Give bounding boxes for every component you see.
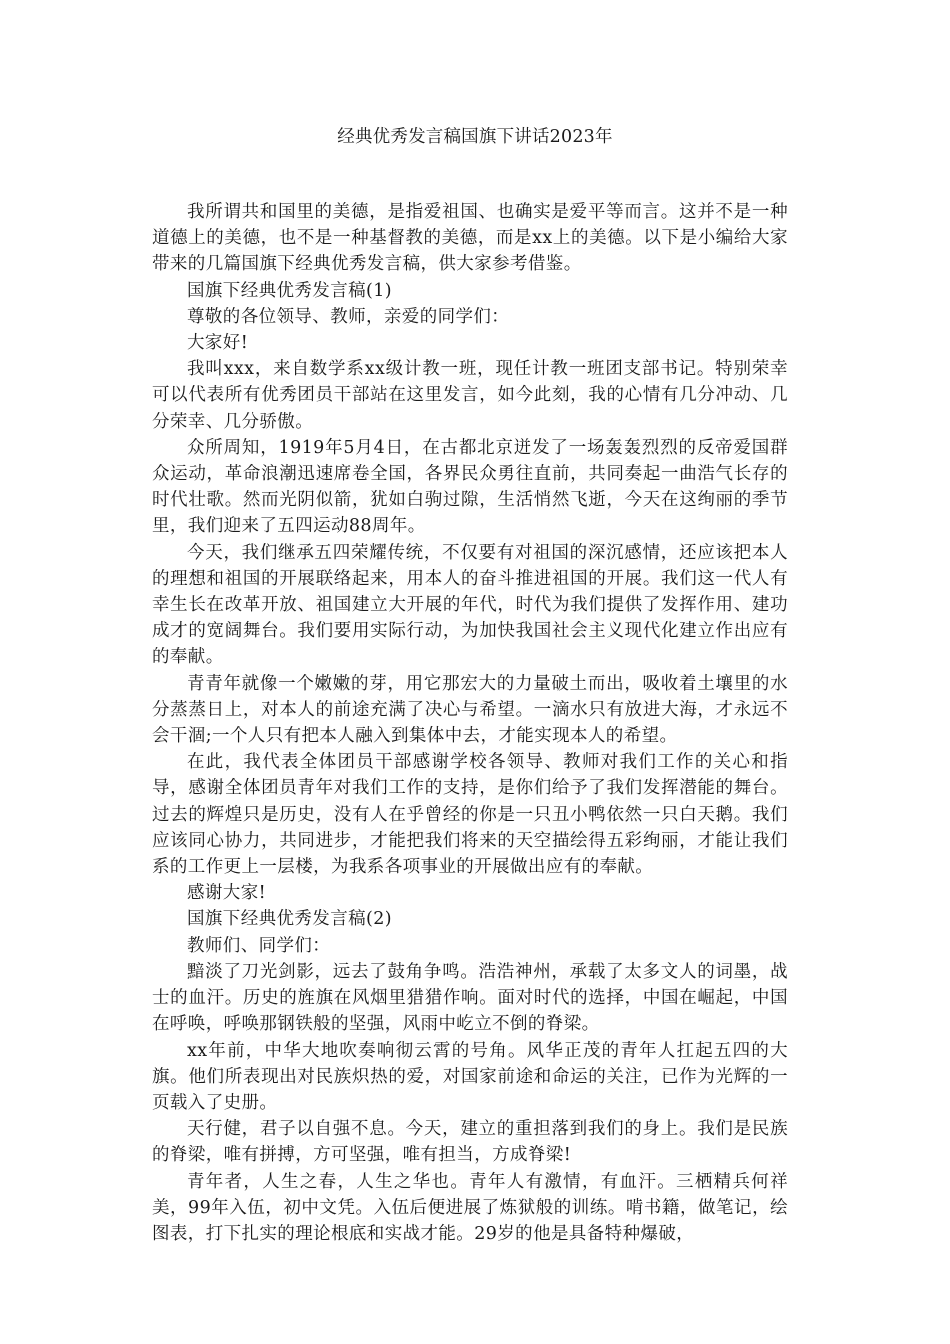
document-title: 经典优秀发言稿国旗下讲话2023年 xyxy=(337,127,613,147)
paragraph: xx年前，中华大地吹奏响彻云霄的号角。风华正茂的青年人扛起五四的大旗。他们所表现出对民族炽热的爱，对国家前途和命运的关注，已作为光辉的一页载入了史册。 xyxy=(152,1040,788,1113)
salutation: 教师们、同学们： xyxy=(187,935,331,956)
greeting: 大家好! xyxy=(187,333,249,354)
paragraph: 天行健，君子以自强不息。今天，建立的重担落到我们的身上。我们是民族的脊梁，唯有拼搏，方可坚强，唯有担当，方成脊梁! xyxy=(152,1119,788,1166)
paragraph: 青年者，人生之春，人生之华也。青年人有激情，有血汗。三栖精兵何祥美，99年入伍，初中文凭。入伍后便进展了炼狱般的训练。啃书籍，做笔记，绘图表，打下扎实的理论根底和实战才能。29岁的他是具备特种爆破， xyxy=(152,1171,788,1244)
closing: 感谢大家! xyxy=(187,883,267,904)
paragraph: 在此，我代表全体团员干部感谢学校各领导、教师对我们工作的关心和指导，感谢全体团员青年对我们工作的支持，是你们给予了我们发挥潜能的舞台。过去的辉煌只是历史，没有人在乎曾经的你是一只丑小鸭依然一只白天鹅。我们应该同心协力，共同进步，才能把我们将来的天空描绘得五彩绚丽，才能让我们系的工作更上一层楼，为我系各项事业的开展做出应有的奉献。 xyxy=(152,752,788,878)
paragraph: 我叫xxx，来自数学系xx级计教一班，现任计教一班团支部书记。特别荣幸可以代表所有优秀团员干部站在这里发言，如今此刻，我的心情有几分冲动、几分荣幸、几分骄傲。 xyxy=(152,359,788,432)
paragraph: 青青年就像一个嫩嫩的芽，用它那宏大的力量破土而出，吸收着土壤里的水分蒸蒸日上，对本人的前途充满了决心与希望。一滴水只有放进大海，才永远不会干涸;一个人只有把本人融入到集体中去，才能实现本人的希望。 xyxy=(152,673,788,747)
paragraph: 众所周知，1919年5月4日，在古都北京迸发了一场轰轰烈烈的反帝爱国群众运动，革命浪潮迅速席卷全国，各界民众勇往直前，共同奏起一曲浩气长存的时代壮歌。然而光阴似箭，犹如白驹过隙，生活悄然飞逝，今天在这绚丽的季节里，我们迎来了五四运动88周年。 xyxy=(152,437,788,537)
salutation: 尊敬的各位领导、教师，亲爱的同学们： xyxy=(187,306,510,327)
document-body xyxy=(152,199,788,1247)
section-heading-1: 国旗下经典优秀发言稿(1) xyxy=(187,280,392,301)
paragraph: 今天，我们继承五四荣耀传统，不仅要有对祖国的深沉感情，还应该把本人的理想和祖国的开展联络起来，用本人的奋斗推进祖国的开展。我们这一代人有幸生长在改革开放、祖国建立大开展的年代，时代为我们提供了发挥作用、建功成才的宽阔舞台。我们要用实际行动，为加快我国社会主义现代化建立作出应有的奉献。 xyxy=(152,542,788,668)
section-heading-2: 国旗下经典优秀发言稿(2) xyxy=(187,909,392,930)
paragraph-intro: 我所谓共和国里的美德，是指爱祖国、也确实是爱平等而言。这并不是一种道德上的美德，也不是一种基督教的美德，而是xx上的美德。以下是小编给大家带来的几篇国旗下经典优秀发言稿，供大家参考借鉴。 xyxy=(152,202,788,275)
paragraph: 黯淡了刀光剑影，远去了鼓角争鸣。浩浩神州，承载了太多文人的词墨，战士的血汗。历史的旌旗在风烟里猎猎作响。面对时代的选择，中国在崛起，中国在呼唤，呼唤那钢铁般的坚强，风雨中屹立不倒的脊梁。 xyxy=(152,961,788,1035)
